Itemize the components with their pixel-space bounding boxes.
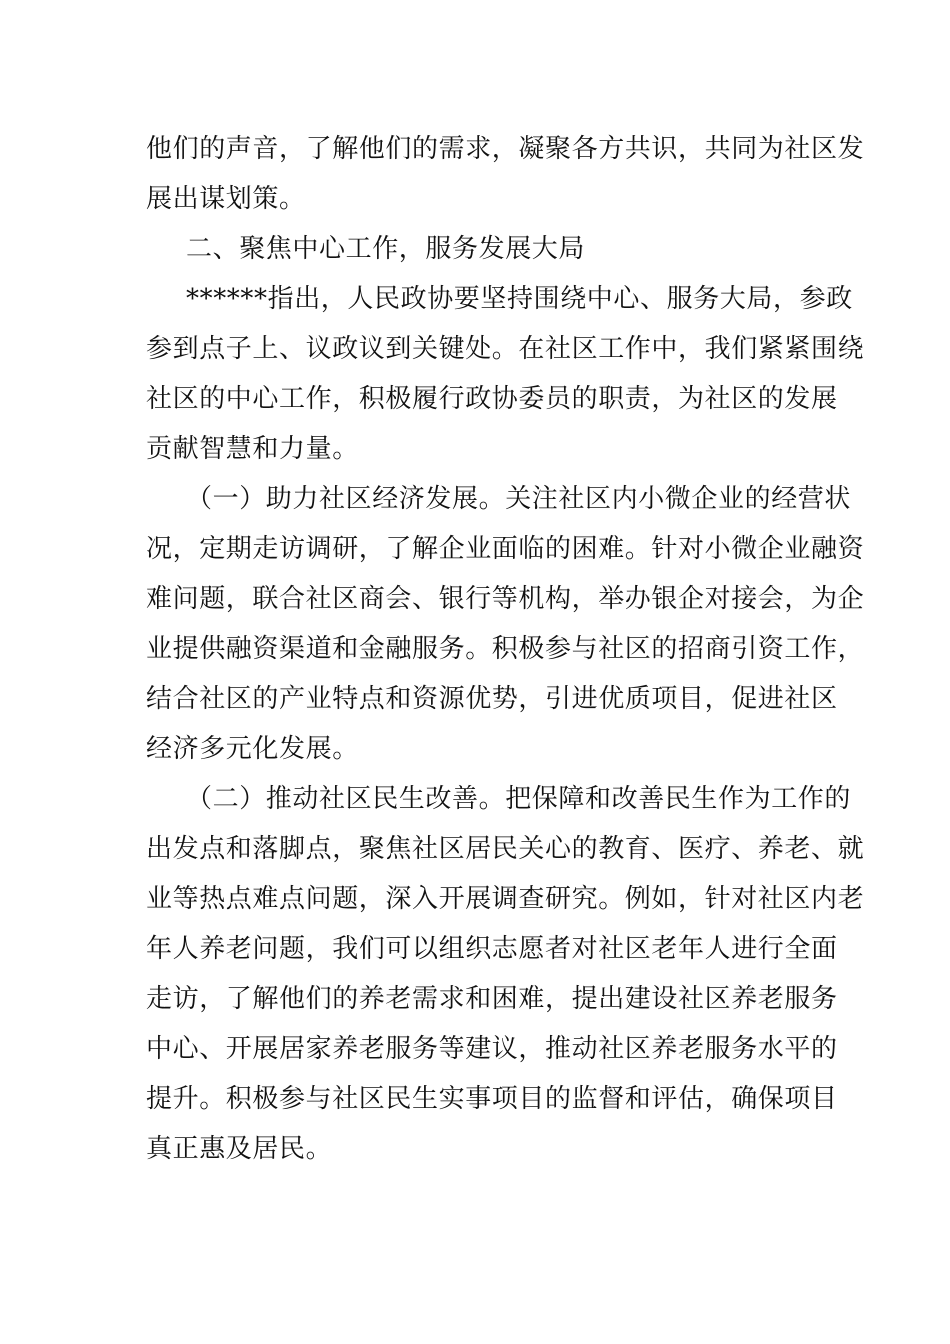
paragraph-line: 他们的声音，了解他们的需求，凝聚各方共识，共同为社区发 <box>146 134 865 164</box>
paragraph-line: 结合社区的产业特点和资源优势，引进优质项目，促进社区 <box>146 684 838 714</box>
paragraph-line: 经济多元化发展。 <box>146 734 359 764</box>
paragraph-line: 展出谋划策。 <box>146 184 306 214</box>
paragraph-line: 提升。积极参与社区民生实事项目的监督和评估，确保项目 <box>146 1084 838 1114</box>
paragraph-line: 出发点和落脚点，聚焦社区居民关心的教育、医疗、养老、就 <box>146 834 865 864</box>
paragraph-line: ******指出，人民政协要坚持围绕中心、服务大局，参政 <box>186 284 853 314</box>
paragraph-line: 走访，了解他们的养老需求和困难，提出建设社区养老服务 <box>146 984 838 1014</box>
paragraph-line: 中心、开展居家养老服务等建议，推动社区养老服务水平的 <box>146 1034 838 1064</box>
paragraph-line: 参到点子上、议政议到关键处。在社区工作中，我们紧紧围绕 <box>146 334 865 364</box>
paragraph-line: 难问题，联合社区商会、银行等机构，举办银企对接会，为企 <box>146 584 865 614</box>
paragraph-line: 贡献智慧和力量。 <box>146 434 359 464</box>
paragraph-line: 业提供融资渠道和金融服务。积极参与社区的招商引资工作， <box>146 634 865 664</box>
subsection-heading-line: （二）推动社区民生改善。把保障和改善民生作为工作的 <box>186 784 852 814</box>
paragraph-line: 真正惠及居民。 <box>146 1134 333 1164</box>
subsection-heading-line: （一）助力社区经济发展。关注社区内小微企业的经营状 <box>186 484 852 514</box>
section-heading: 二、聚焦中心工作，服务发展大局 <box>186 234 586 264</box>
paragraph-line: 年人养老问题，我们可以组织志愿者对社区老年人进行全面 <box>146 934 838 964</box>
paragraph-line: 况，定期走访调研，了解企业面临的困难。针对小微企业融资 <box>146 534 865 564</box>
paragraph-line: 社区的中心工作，积极履行政协委员的职责，为社区的发展 <box>146 384 838 414</box>
paragraph-line: 业等热点难点问题，深入开展调查研究。例如，针对社区内老 <box>146 884 865 914</box>
